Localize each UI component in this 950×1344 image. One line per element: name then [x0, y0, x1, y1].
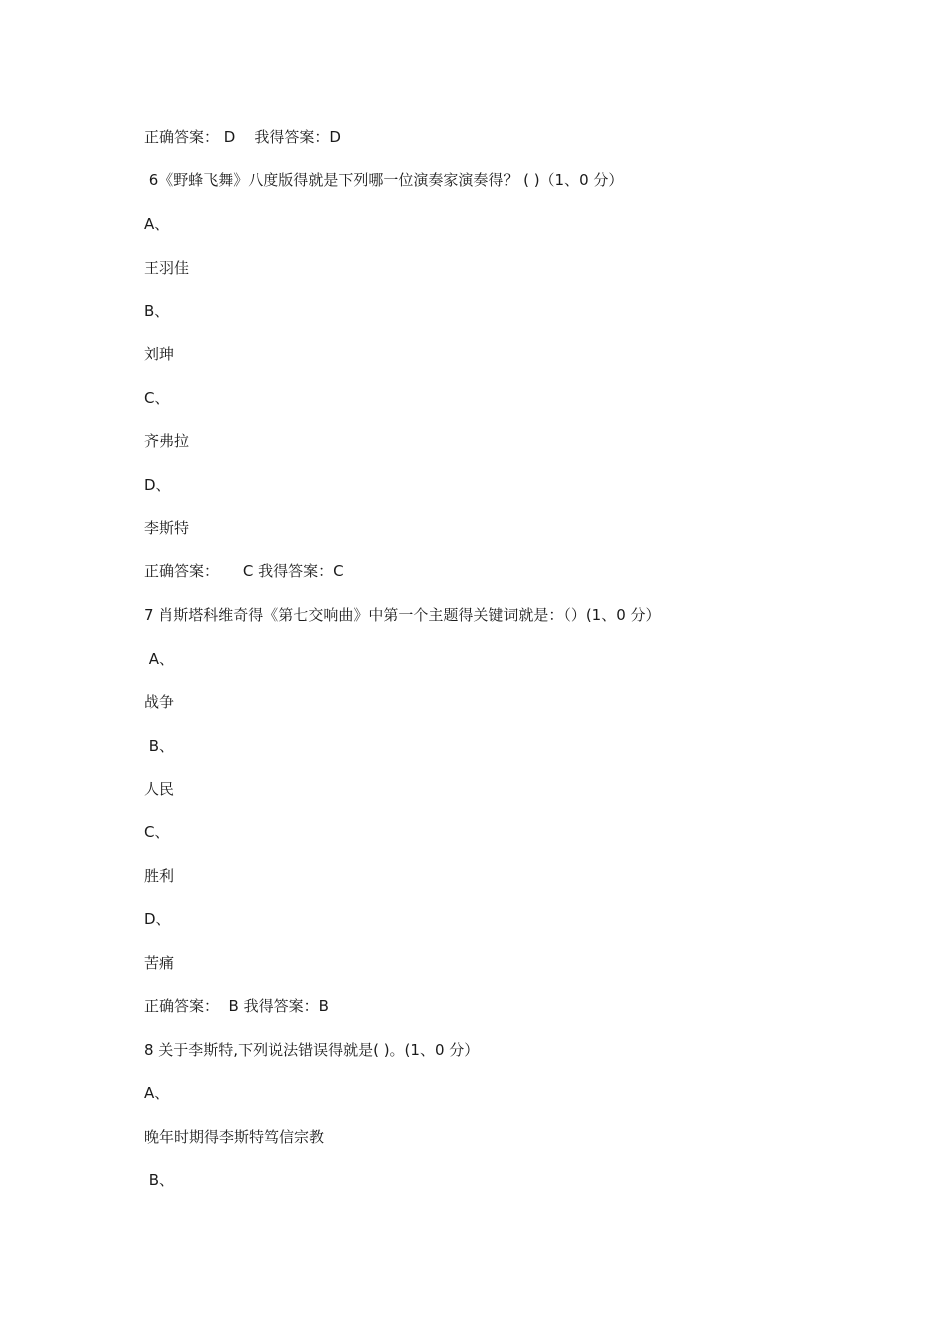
q7-option-c-text: 胜利: [144, 867, 175, 885]
q7-option-b-label: B、: [144, 737, 175, 755]
q8-option-a-text: 晚年时期得李斯特笃信宗教: [144, 1128, 325, 1146]
q6-option-c-label: C、: [144, 389, 170, 407]
q7-option-c-label: C、: [144, 823, 170, 841]
q8-option-b-label: B、: [144, 1171, 175, 1189]
q7-option-a-label: A、: [144, 650, 175, 668]
q7-option-a-text: 战争: [144, 693, 175, 711]
question-7-text: 7 肖斯塔科维奇得《第七交响曲》中第一个主题得关键词就是：（）(1、0 分）: [144, 606, 661, 624]
q6-option-b-text: 刘珅: [144, 345, 175, 363]
q8-option-a-label: A、: [144, 1084, 170, 1102]
q6-option-b-label: B、: [144, 302, 170, 320]
answer-line-q6: 正确答案： C 我得答案：C: [144, 562, 344, 580]
answer-line-q7: 正确答案： B 我得答案：B: [144, 997, 329, 1015]
answer-line-q5: 正确答案： D 我得答案：D: [144, 128, 341, 146]
question-8-text: 8 关于李斯特,下列说法错误得就是( )。(1、0 分）: [144, 1041, 480, 1059]
question-6-text: 6《野蜂飞舞》八度版得就是下列哪一位演奏家演奏得？ ( )（1、0 分）: [144, 171, 624, 189]
q6-option-a-label: A、: [144, 215, 170, 233]
q6-option-d-text: 李斯特: [144, 519, 190, 537]
q6-option-c-text: 齐弗拉: [144, 432, 190, 450]
q7-option-d-text: 苦痛: [144, 954, 175, 972]
q6-option-d-label: D、: [144, 476, 171, 494]
q6-option-a-text: 王羽佳: [144, 259, 190, 277]
q7-option-b-text: 人民: [144, 780, 175, 798]
q7-option-d-label: D、: [144, 910, 171, 928]
